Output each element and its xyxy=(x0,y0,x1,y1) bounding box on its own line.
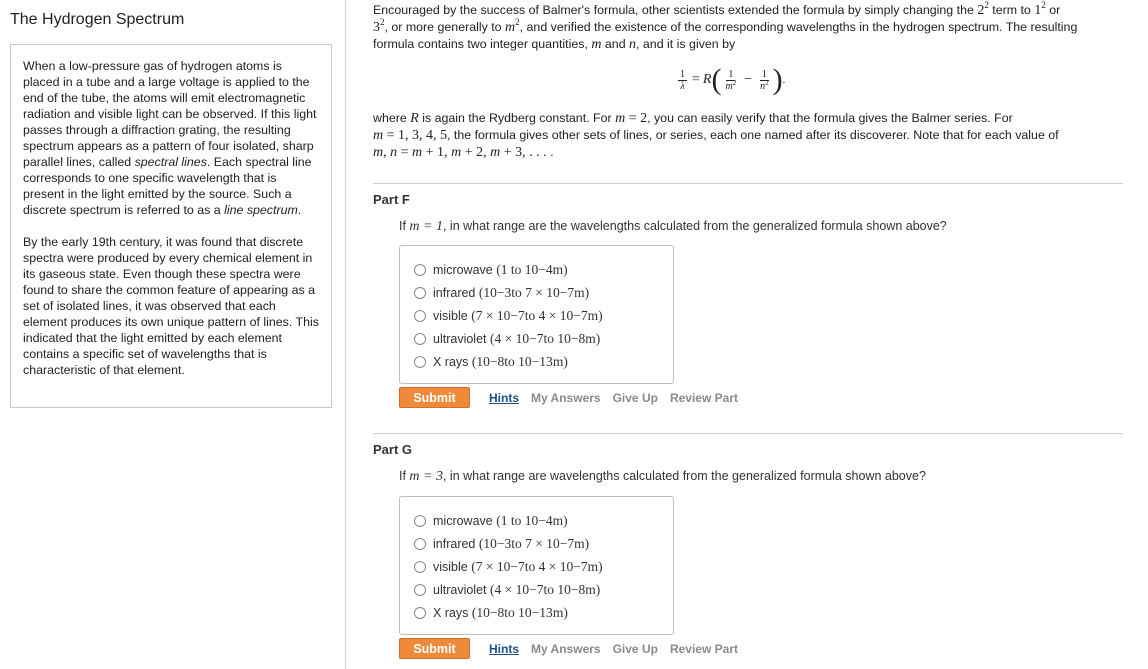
problem-statement: Encouraged by the success of Balmer's formula, other scientists extended the formula by simply changing the $2^2$ term to $1^2$ or $3^2$, or more generally to $m^2$, and verified the existence of the corresponding wavelengths in the hydrogen spectrum. The resulting formula contains two integer quantities, m and n, and it is given by xyxy=(373,0,1078,52)
review-part-link[interactable]: Review Part xyxy=(669,390,738,405)
my-answers-link[interactable]: My Answers xyxy=(531,390,601,405)
part-g-choices xyxy=(399,496,674,635)
submit-button[interactable]: Submit xyxy=(399,387,470,408)
choice-x-rays[interactable]: X rays (10 −8 to 10 −13 m) xyxy=(414,601,673,624)
part-f-actions xyxy=(399,387,738,408)
radio-button[interactable] xyxy=(414,310,426,322)
choice-ultraviolet[interactable]: ultraviolet (4 × 10 −7 to 10 −8 m) xyxy=(414,327,673,350)
choice-microwave[interactable]: microwave (1 to 10 −4 m) xyxy=(414,509,673,532)
part-divider xyxy=(373,183,1123,184)
submit-button[interactable]: Submit xyxy=(399,638,470,659)
choice-ultraviolet[interactable]: ultraviolet (4 × 10 −7 to 10 −8 m) xyxy=(414,578,673,601)
part-f-choices xyxy=(399,245,674,384)
intro-paragraph-2: By the early 19th century, it was found that discrete spectra were produced by every chemical element in its gaseous state. Even though these spectra were found to share the common feature of appearing as a set of isolated lines, it was observed that each element produces its own unique pattern of lines. This indicated that the light emitted by each element contains a specific set of wavelengths that is characteristic of that element. xyxy=(23,235,319,377)
give-up-link[interactable]: Give Up xyxy=(612,390,658,405)
my-answers-link[interactable]: My Answers xyxy=(531,641,601,656)
part-g-actions xyxy=(399,638,738,659)
part-g-label: Part G xyxy=(373,442,413,457)
choice-visible[interactable]: visible (7 × 10 −7 to 4 × 10 −7 m) xyxy=(414,555,673,578)
choice-x-rays[interactable]: X rays (10 −8 to 10 −13 m) xyxy=(414,350,673,373)
formula-explanation: where R is again the Rydberg constant. For m = 2, you can easily verify that the formula gives the Balmer series. For m = 1, 3, 4, 5, the formula gives other sets of lines, or series, each one named after its discoverer. Note that for each value of m, n = m + 1, m + 2, m + 3, . . . . xyxy=(373,111,1059,160)
choice-infrared[interactable]: infrared (10 −3 to 7 × 10 −7 m) xyxy=(414,281,673,304)
radio-button[interactable] xyxy=(414,264,426,276)
intro-paragraph-1: When a low-pressure gas of hydrogen atoms is placed in a tube and a large voltage is applied to the end of the tube, the atoms will emit electromagnetic radiation and visible light can be observed. If this light passes through a diffraction grating, the resulting spectrum appears as a pattern of four isolated, sharp parallel lines, called spectral lines. Each spectral line corresponds to one specific wavelength that is present in the light emitted by the source. Such a discrete spectrum is referred to as a line spectrum. xyxy=(23,59,317,217)
radio-button[interactable] xyxy=(414,538,426,550)
choice-infrared[interactable]: infrared (10 −3 to 7 × 10 −7 m) xyxy=(414,532,673,555)
radio-button[interactable] xyxy=(414,515,426,527)
review-part-link[interactable]: Review Part xyxy=(669,641,738,656)
choice-microwave[interactable]: microwave (1 to 10 −4 m) xyxy=(414,258,673,281)
choice-visible[interactable]: visible (7 × 10 −7 to 4 × 10 −7 m) xyxy=(414,304,673,327)
radio-button[interactable] xyxy=(414,607,426,619)
intro-box xyxy=(10,44,332,408)
give-up-link[interactable]: Give Up xyxy=(612,641,658,656)
part-divider xyxy=(373,433,1123,434)
radio-button[interactable] xyxy=(414,561,426,573)
hints-link[interactable]: Hints xyxy=(489,390,519,405)
generalized-formula: $\frac{1}{\lambda}$ = R ( $\frac{1}{m^2}$ − $\frac{1}{n^2}$ ) . xyxy=(680,63,786,96)
part-f-label: Part F xyxy=(373,192,410,207)
radio-button[interactable] xyxy=(414,584,426,596)
hints-link[interactable]: Hints xyxy=(489,641,519,656)
radio-button[interactable] xyxy=(414,333,426,345)
radio-button[interactable] xyxy=(414,287,426,299)
left-panel xyxy=(0,0,346,669)
page-title: The Hydrogen Spectrum xyxy=(10,11,185,28)
part-g-question: If m = 3, in what range are wavelengths calculated from the generalized formula shown above? xyxy=(399,469,926,484)
part-f-question: If m = 1, in what range are the wavelengths calculated from the generalized formula shown above? xyxy=(399,219,947,234)
radio-button[interactable] xyxy=(414,356,426,368)
